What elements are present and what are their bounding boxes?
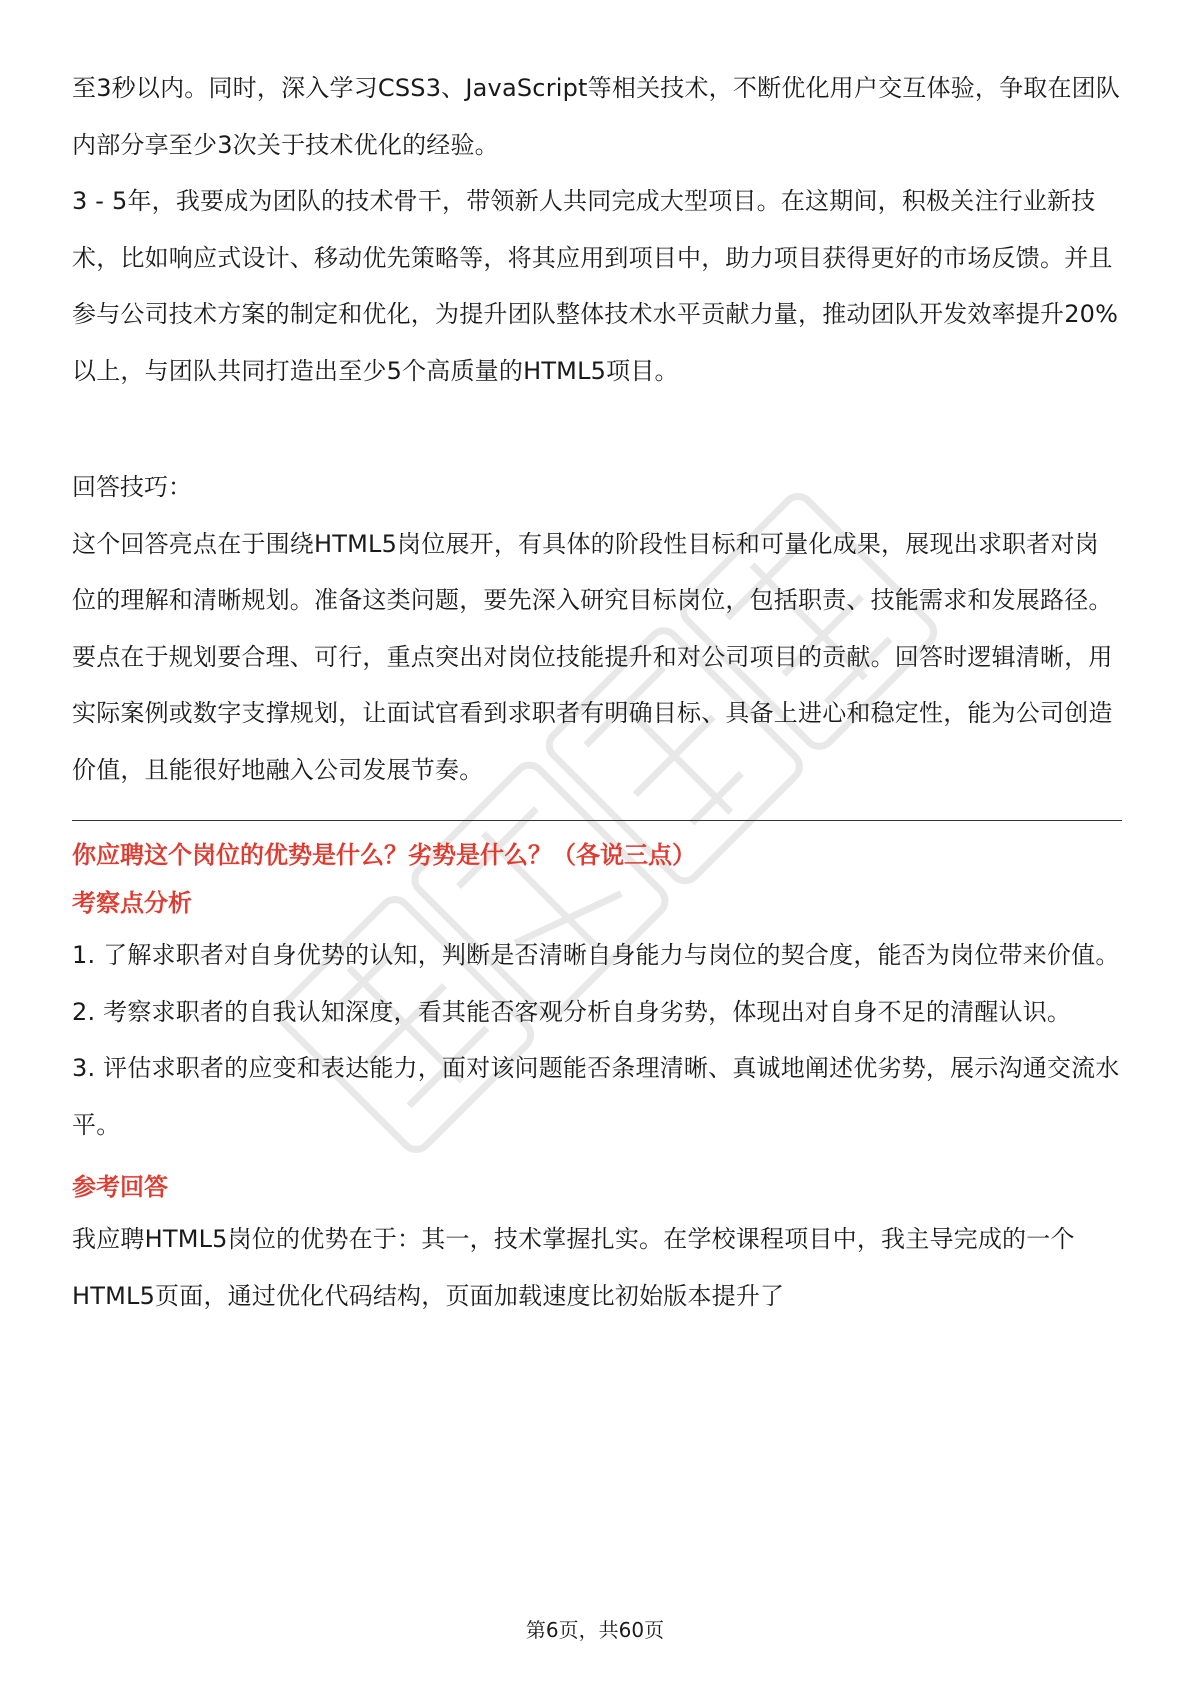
reference-heading: 参考回答 — [72, 1173, 168, 1201]
section-spacer — [72, 399, 1122, 459]
question-title: 你应聘这个岗位的优势是什么？劣势是什么？（各说三点） — [72, 841, 696, 869]
paragraph-goal-long-term: 3 - 5年，我要成为团队的技术骨干，带领新人共同完成大型项目。在这期间，积极关注行业新技术，比如响应式设计、移动优先策略等，将其应用到项目中，助力项目获得更好的市场反馈。并且参与公司技术方案的制定和优化，为提升团队整体技术水平贡献力量，推动团队开发效率提升20%以上，与团队共同打造出至少5个高质量的HTML5项目。 — [72, 187, 1119, 385]
document-body — [72, 60, 1122, 1324]
page-footer: 第6页，共60页 — [525, 1618, 665, 1642]
analysis-item: 3. 评估求职者的应变和表达能力，面对该问题能否条理清晰、真诚地阐述优劣势，展示沟通交流水平。 — [72, 1054, 1120, 1139]
reference-paragraph: 我应聘HTML5岗位的优势在于：其一，技术掌握扎实。在学校课程项目中，我主导完成的一个HTML5页面，通过优化代码结构，页面加载速度比初始版本提升了 — [72, 1225, 1075, 1310]
analysis-heading: 考察点分析 — [72, 889, 192, 917]
paragraph-goal-short-term: 至3秒以内。同时，深入学习CSS3、JavaScript等相关技术，不断优化用户交互体验，争取在团队内部分享至少3次关于技术优化的经验。 — [72, 74, 1121, 159]
analysis-item: 1. 了解求职者对自身优势的认知，判断是否清晰自身能力与岗位的契合度，能否为岗位带来价值。 — [72, 941, 1120, 969]
section-divider — [72, 820, 1122, 821]
tips-label: 回答技巧： — [72, 473, 192, 501]
analysis-item: 2. 考察求职者的自我认知深度，看其能否客观分析自身劣势，体现出对自身不足的清醒认识。 — [72, 997, 1072, 1026]
tips-paragraph: 这个回答亮点在于围绕HTML5岗位展开，有具体的阶段性目标和可量化成果，展现出求职者对岗位的理解和清晰规划。准备这类问题，要先深入研究目标岗位，包括职责、技能需求和发展路径。要点在于规划要合理、可行，重点突出对岗位技能提升和对公司项目的贡献。回答时逻辑清晰，用实际案例或数字支撑规划，让面试官看到求职者有明确目标、具备上进心和稳定性，能为公司创造价值，且能很好地融入公司发展节奏。 — [72, 529, 1113, 784]
